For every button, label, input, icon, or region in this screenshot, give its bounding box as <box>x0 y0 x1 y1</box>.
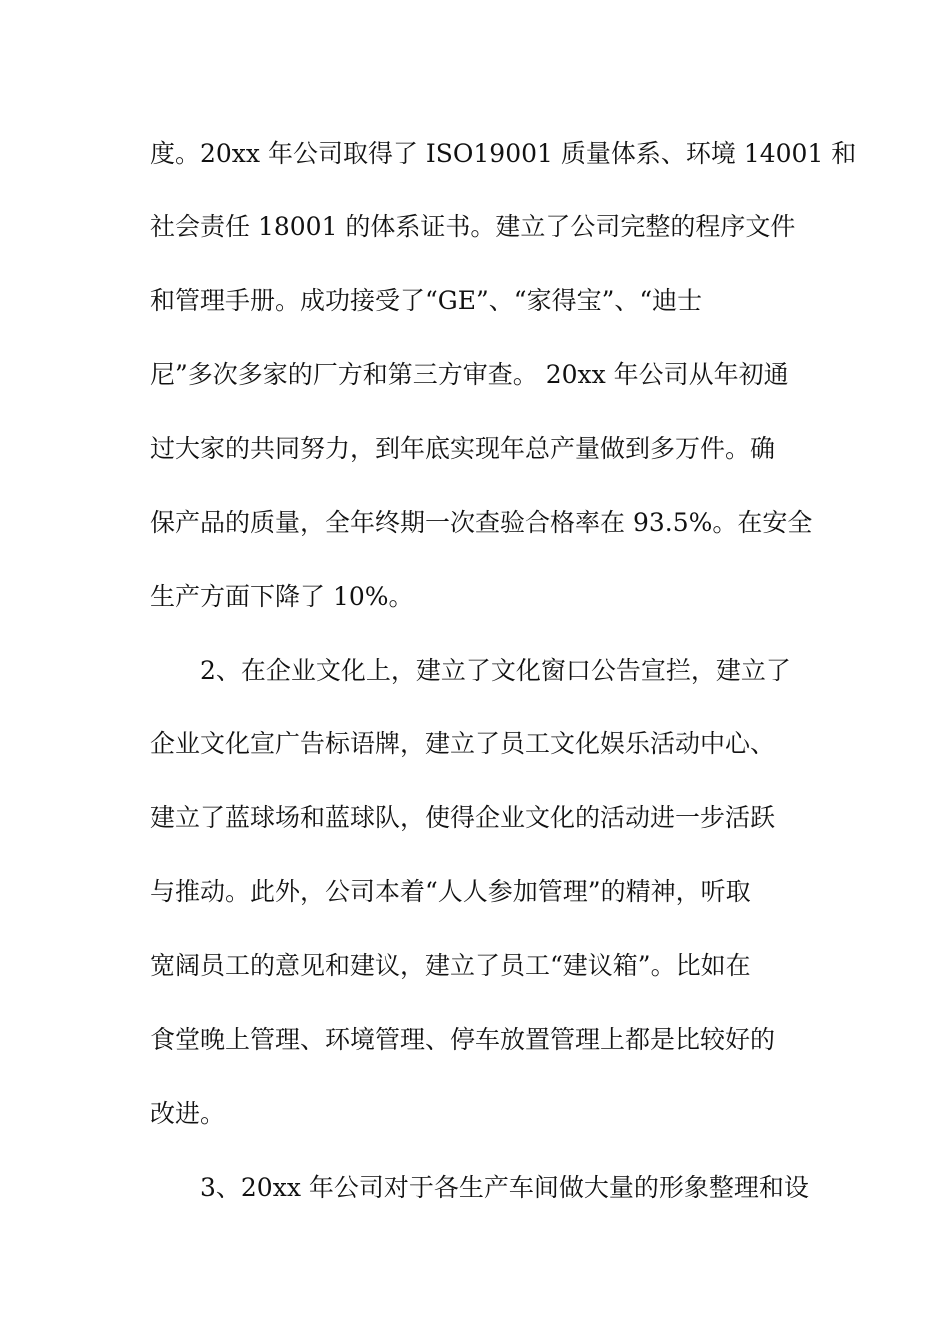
paragraph-2-line-4: 与推动。此外，公司本着“人人参加管理”的精神，听取 <box>150 877 751 906</box>
paragraph-2-line-2: 企业文化宣广告标语牌，建立了员工文化娱乐活动中心、 <box>150 729 776 758</box>
paragraph-2-line-1: 2、在企业文化上，建立了文化窗口公告宣拦，建立了 <box>200 656 791 685</box>
paragraph-3-line-1: 3、20xx 年公司对于各生产车间做大量的形象整理和设 <box>200 1173 809 1202</box>
paragraph-1-line-6: 保产品的质量，全年终期一次查验合格率在 93.5%。在安全 <box>150 508 813 537</box>
paragraph-2-line-5: 宽阔员工的意见和建议，建立了员工“建议箱”。比如在 <box>150 951 751 980</box>
paragraph-2-line-3: 建立了蓝球场和蓝球队，使得企业文化的活动进一步活跃 <box>150 803 776 832</box>
paragraph-1-line-3: 和管理手册。成功接受了“GE”、“家得宝”、“迪士 <box>150 286 703 315</box>
paragraph-1-line-5: 过大家的共同努力，到年底实现年总产量做到多万件。确 <box>150 434 776 463</box>
paragraph-1-line-2: 社会责任 18001 的体系证书。建立了公司完整的程序文件 <box>150 212 796 241</box>
paragraph-1-line-4: 尼”多次多家的厂方和第三方审查。 20xx 年公司从年初通 <box>150 360 789 389</box>
paragraph-2-line-6: 食堂晚上管理、环境管理、停车放置管理上都是比较好的 <box>150 1025 776 1054</box>
paragraph-1-line-7: 生产方面下降了 10%。 <box>150 582 414 611</box>
paragraph-1-line-1: 度。20xx 年公司取得了 ISO19001 质量体系、环境 14001 和 <box>150 139 857 168</box>
paragraph-2-line-7: 改进。 <box>150 1099 226 1128</box>
